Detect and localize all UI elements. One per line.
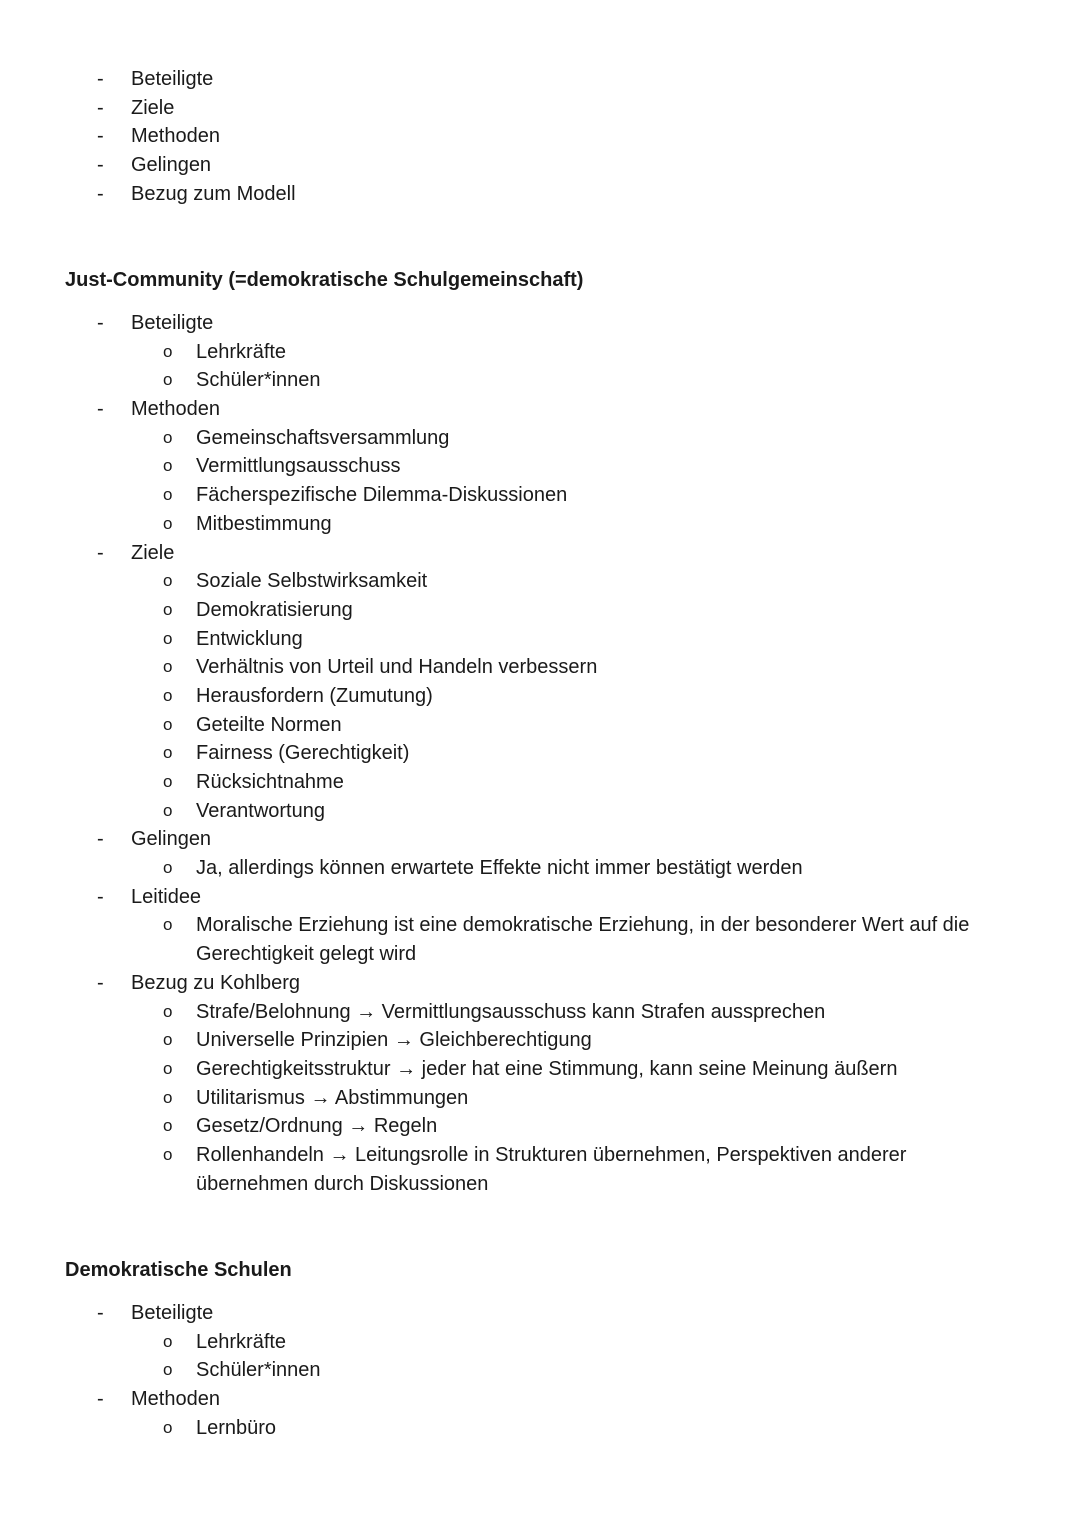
- list-item: [0, 1299, 1080, 1328]
- dash-marker: -: [97, 398, 104, 421]
- sub-item-text: Demokratisierung: [196, 598, 353, 621]
- dash-marker: -: [97, 828, 104, 851]
- group-label: Beteiligte: [131, 312, 214, 334]
- circle-bullet-icon: o: [163, 714, 173, 734]
- sub-item: [0, 653, 1080, 682]
- sub-item: [0, 567, 1080, 596]
- sub-item-text: Herausfordern (Zumutung): [196, 684, 433, 707]
- sub-item-text: Ja, allerdings können erwartete Effekte nicht immer bestätigt werden: [196, 857, 803, 880]
- intro-list: [0, 65, 1080, 208]
- sub-item: [0, 1328, 1080, 1357]
- sub-item-text: übernehmen durch Diskussionen: [196, 1172, 489, 1195]
- dash-marker: -: [97, 885, 104, 908]
- sub-item-text: Schüler*innen: [196, 1359, 321, 1382]
- sub-item-text: Rollenhandeln → Leitungsrolle in Strukturen übernehmen, Perspektiven anderer: [196, 1143, 907, 1166]
- sub-item-text: Gerechtigkeitsstruktur → jeder hat eine Stimmung, kann seine Meinung äußern: [196, 1057, 898, 1080]
- circle-bullet-icon: o: [163, 685, 173, 705]
- sub-item: [0, 711, 1080, 740]
- group-label: Gelingen: [131, 828, 212, 851]
- item-text: Ziele: [131, 96, 175, 119]
- circle-bullet-icon: o: [163, 1417, 173, 1437]
- sub-item: [0, 1026, 1080, 1055]
- sub-item: [0, 625, 1080, 654]
- dash-marker: -: [97, 125, 104, 148]
- sub-item: [0, 366, 1080, 395]
- dash-marker: -: [97, 96, 104, 119]
- sub-item-text: Universelle Prinzipien → Gleichberechtigung: [196, 1029, 592, 1052]
- circle-bullet-icon: o: [163, 657, 173, 677]
- group-label: Leitidee: [131, 885, 202, 908]
- group-label: Methoden: [131, 1388, 220, 1411]
- sub-item-text: Geteilte Normen: [196, 713, 342, 736]
- sub-item-text: Utilitarismus → Abstimmungen: [196, 1086, 469, 1109]
- circle-bullet-icon: o: [163, 1331, 173, 1351]
- sub-item: [0, 768, 1080, 797]
- circle-bullet-icon: o: [163, 1144, 173, 1164]
- group-label: Methoden: [131, 398, 220, 421]
- list-item: [0, 883, 1080, 912]
- sub-item: [0, 682, 1080, 711]
- circle-bullet-icon: o: [163, 743, 173, 763]
- sub-item: [0, 510, 1080, 539]
- sub-item-text: Lernbüro: [196, 1416, 277, 1439]
- dash-marker: -: [97, 154, 104, 177]
- section2-list: [0, 1299, 1080, 1442]
- sub-item-text: Schüler*innen: [196, 369, 321, 392]
- dash-marker: -: [97, 971, 104, 994]
- sub-item: [0, 854, 1080, 883]
- sub-item: [0, 338, 1080, 367]
- sub-item-continuation: [0, 940, 1080, 969]
- sub-item-text: Mitbestimmung: [196, 512, 332, 535]
- sub-item: [0, 1414, 1080, 1443]
- list-item: [0, 539, 1080, 568]
- sub-item-text: Lehrkräfte: [196, 340, 287, 363]
- sub-item: [0, 1055, 1080, 1084]
- section-heading: Just-Community (=demokratische Schulgemeinschaft): [65, 269, 584, 291]
- dash-marker: -: [97, 1302, 104, 1324]
- list-item: [0, 151, 1080, 180]
- sub-item-text: Gerechtigkeit gelegt wird: [196, 943, 417, 966]
- circle-bullet-icon: o: [163, 1116, 173, 1136]
- sub-item: [0, 998, 1080, 1027]
- sub-item: [0, 424, 1080, 453]
- list-item: [0, 825, 1080, 854]
- sub-item-continuation: [0, 1170, 1080, 1199]
- sub-item: [0, 1356, 1080, 1385]
- section1-list: [0, 309, 1080, 1198]
- dash-marker: -: [97, 312, 104, 334]
- sub-item: [0, 1141, 1080, 1170]
- sub-item-text: Verantwortung: [196, 799, 325, 822]
- circle-bullet-icon: o: [163, 628, 173, 648]
- circle-bullet-icon: o: [163, 485, 173, 505]
- circle-bullet-icon: o: [163, 800, 173, 820]
- sub-item: [0, 1112, 1080, 1141]
- sub-item: [0, 797, 1080, 826]
- list-item: [0, 309, 1080, 338]
- sub-item-text: Vermittlungsausschuss: [196, 455, 401, 478]
- dash-marker: -: [97, 182, 104, 205]
- list-item: [0, 1385, 1080, 1414]
- list-item: [0, 180, 1080, 209]
- group-label: Bezug zu Kohlberg: [131, 971, 301, 994]
- sub-item: [0, 452, 1080, 481]
- item-text: Gelingen: [131, 154, 212, 177]
- circle-bullet-icon: o: [163, 427, 173, 447]
- item-text: Bezug zum Modell: [131, 182, 296, 205]
- sub-item-text: Lehrkräfte: [196, 1330, 287, 1353]
- section-heading: Demokratische Schulen: [65, 1259, 292, 1281]
- circle-bullet-icon: o: [163, 772, 173, 791]
- circle-bullet-icon: o: [163, 513, 173, 533]
- sub-item: [0, 1084, 1080, 1113]
- circle-bullet-icon: o: [163, 915, 173, 935]
- sub-item: [0, 739, 1080, 768]
- list-item: [0, 94, 1080, 123]
- dash-marker: -: [97, 68, 104, 90]
- circle-bullet-icon: o: [163, 571, 173, 591]
- group-label: Beteiligte: [131, 1302, 214, 1324]
- item-text: Methoden: [131, 125, 220, 148]
- sub-item-text: Entwicklung: [196, 627, 303, 650]
- dash-marker: -: [97, 1388, 104, 1411]
- sub-item: [0, 911, 1080, 940]
- circle-bullet-icon: o: [163, 456, 173, 476]
- circle-bullet-icon: o: [163, 370, 173, 390]
- sub-item-text: Fächerspezifische Dilemma-Diskussionen: [196, 484, 568, 507]
- circle-bullet-icon: o: [163, 1360, 173, 1380]
- item-text: Beteiligte: [131, 68, 214, 90]
- sub-item: [0, 596, 1080, 625]
- sub-item: [0, 481, 1080, 510]
- sub-item-text: Soziale Selbstwirksamkeit: [196, 570, 428, 593]
- sub-item-text: Gesetz/Ordnung → Regeln: [196, 1115, 438, 1138]
- sub-item-text: Moralische Erziehung ist eine demokratische Erziehung, in der besonderer Wert auf die: [196, 914, 970, 937]
- list-item: [0, 65, 1080, 94]
- sub-item-text: Gemeinschaftsversammlung: [196, 426, 450, 449]
- dash-marker: -: [97, 541, 104, 564]
- sub-item-text: Rücksichtnahme: [196, 771, 344, 793]
- sub-item-text: Fairness (Gerechtigkeit): [196, 742, 410, 765]
- sub-item-text: Verhältnis von Urteil und Handeln verbessern: [196, 656, 598, 679]
- circle-bullet-icon: o: [163, 599, 173, 619]
- circle-bullet-icon: o: [163, 858, 173, 878]
- circle-bullet-icon: o: [163, 1001, 173, 1021]
- list-item: [0, 395, 1080, 424]
- group-label: Ziele: [131, 541, 175, 564]
- sub-item-text: Strafe/Belohnung → Vermittlungsausschuss kann Strafen aussprechen: [196, 1000, 826, 1023]
- circle-bullet-icon: o: [163, 1030, 173, 1050]
- list-item: [0, 969, 1080, 998]
- list-item: [0, 122, 1080, 151]
- circle-bullet-icon: o: [163, 1058, 173, 1078]
- circle-bullet-icon: o: [163, 341, 173, 361]
- circle-bullet-icon: o: [163, 1087, 173, 1107]
